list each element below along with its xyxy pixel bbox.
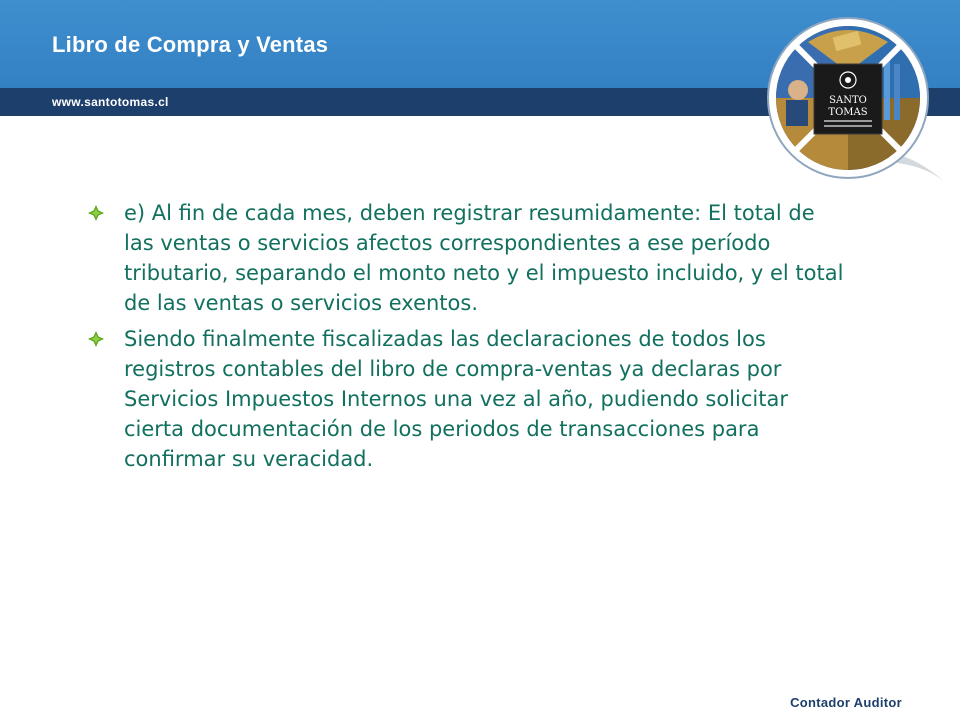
logo-line1: SANTO: [829, 95, 867, 106]
santo-tomas-logo-icon: [760, 12, 950, 192]
bullet-text: e) Al fin de cada mes, deben registrar resumidamente: El total de las ventas o servicios afectos correspondientes a ese período tributario, separando el monto neto y el impuesto incluido, y el total de las ventas o servicios exentos.: [124, 201, 844, 315]
diamond-bullet-icon: [88, 198, 124, 225]
list-item: [88, 324, 848, 474]
slide-title: Libro de Compra y Ventas: [52, 32, 329, 57]
logo-line2: TOMAS: [828, 107, 868, 118]
logo-badge: [760, 12, 950, 192]
bullet-list: [88, 198, 848, 480]
website-url: www.santotomas.cl: [52, 95, 169, 109]
diamond-bullet-icon: [88, 324, 124, 351]
bullet-text: Siendo finalmente fiscalizadas las declaraciones de todos los registros contables del libro de compra-ventas ya declaras por Servicios Impuestos Internos una vez al año, pudiendo solicitar cierta documentación de los periodos de transacciones para confirmar su veracidad.: [124, 327, 788, 471]
footer-label: Contador Auditor: [790, 695, 902, 710]
list-item: [88, 198, 848, 318]
